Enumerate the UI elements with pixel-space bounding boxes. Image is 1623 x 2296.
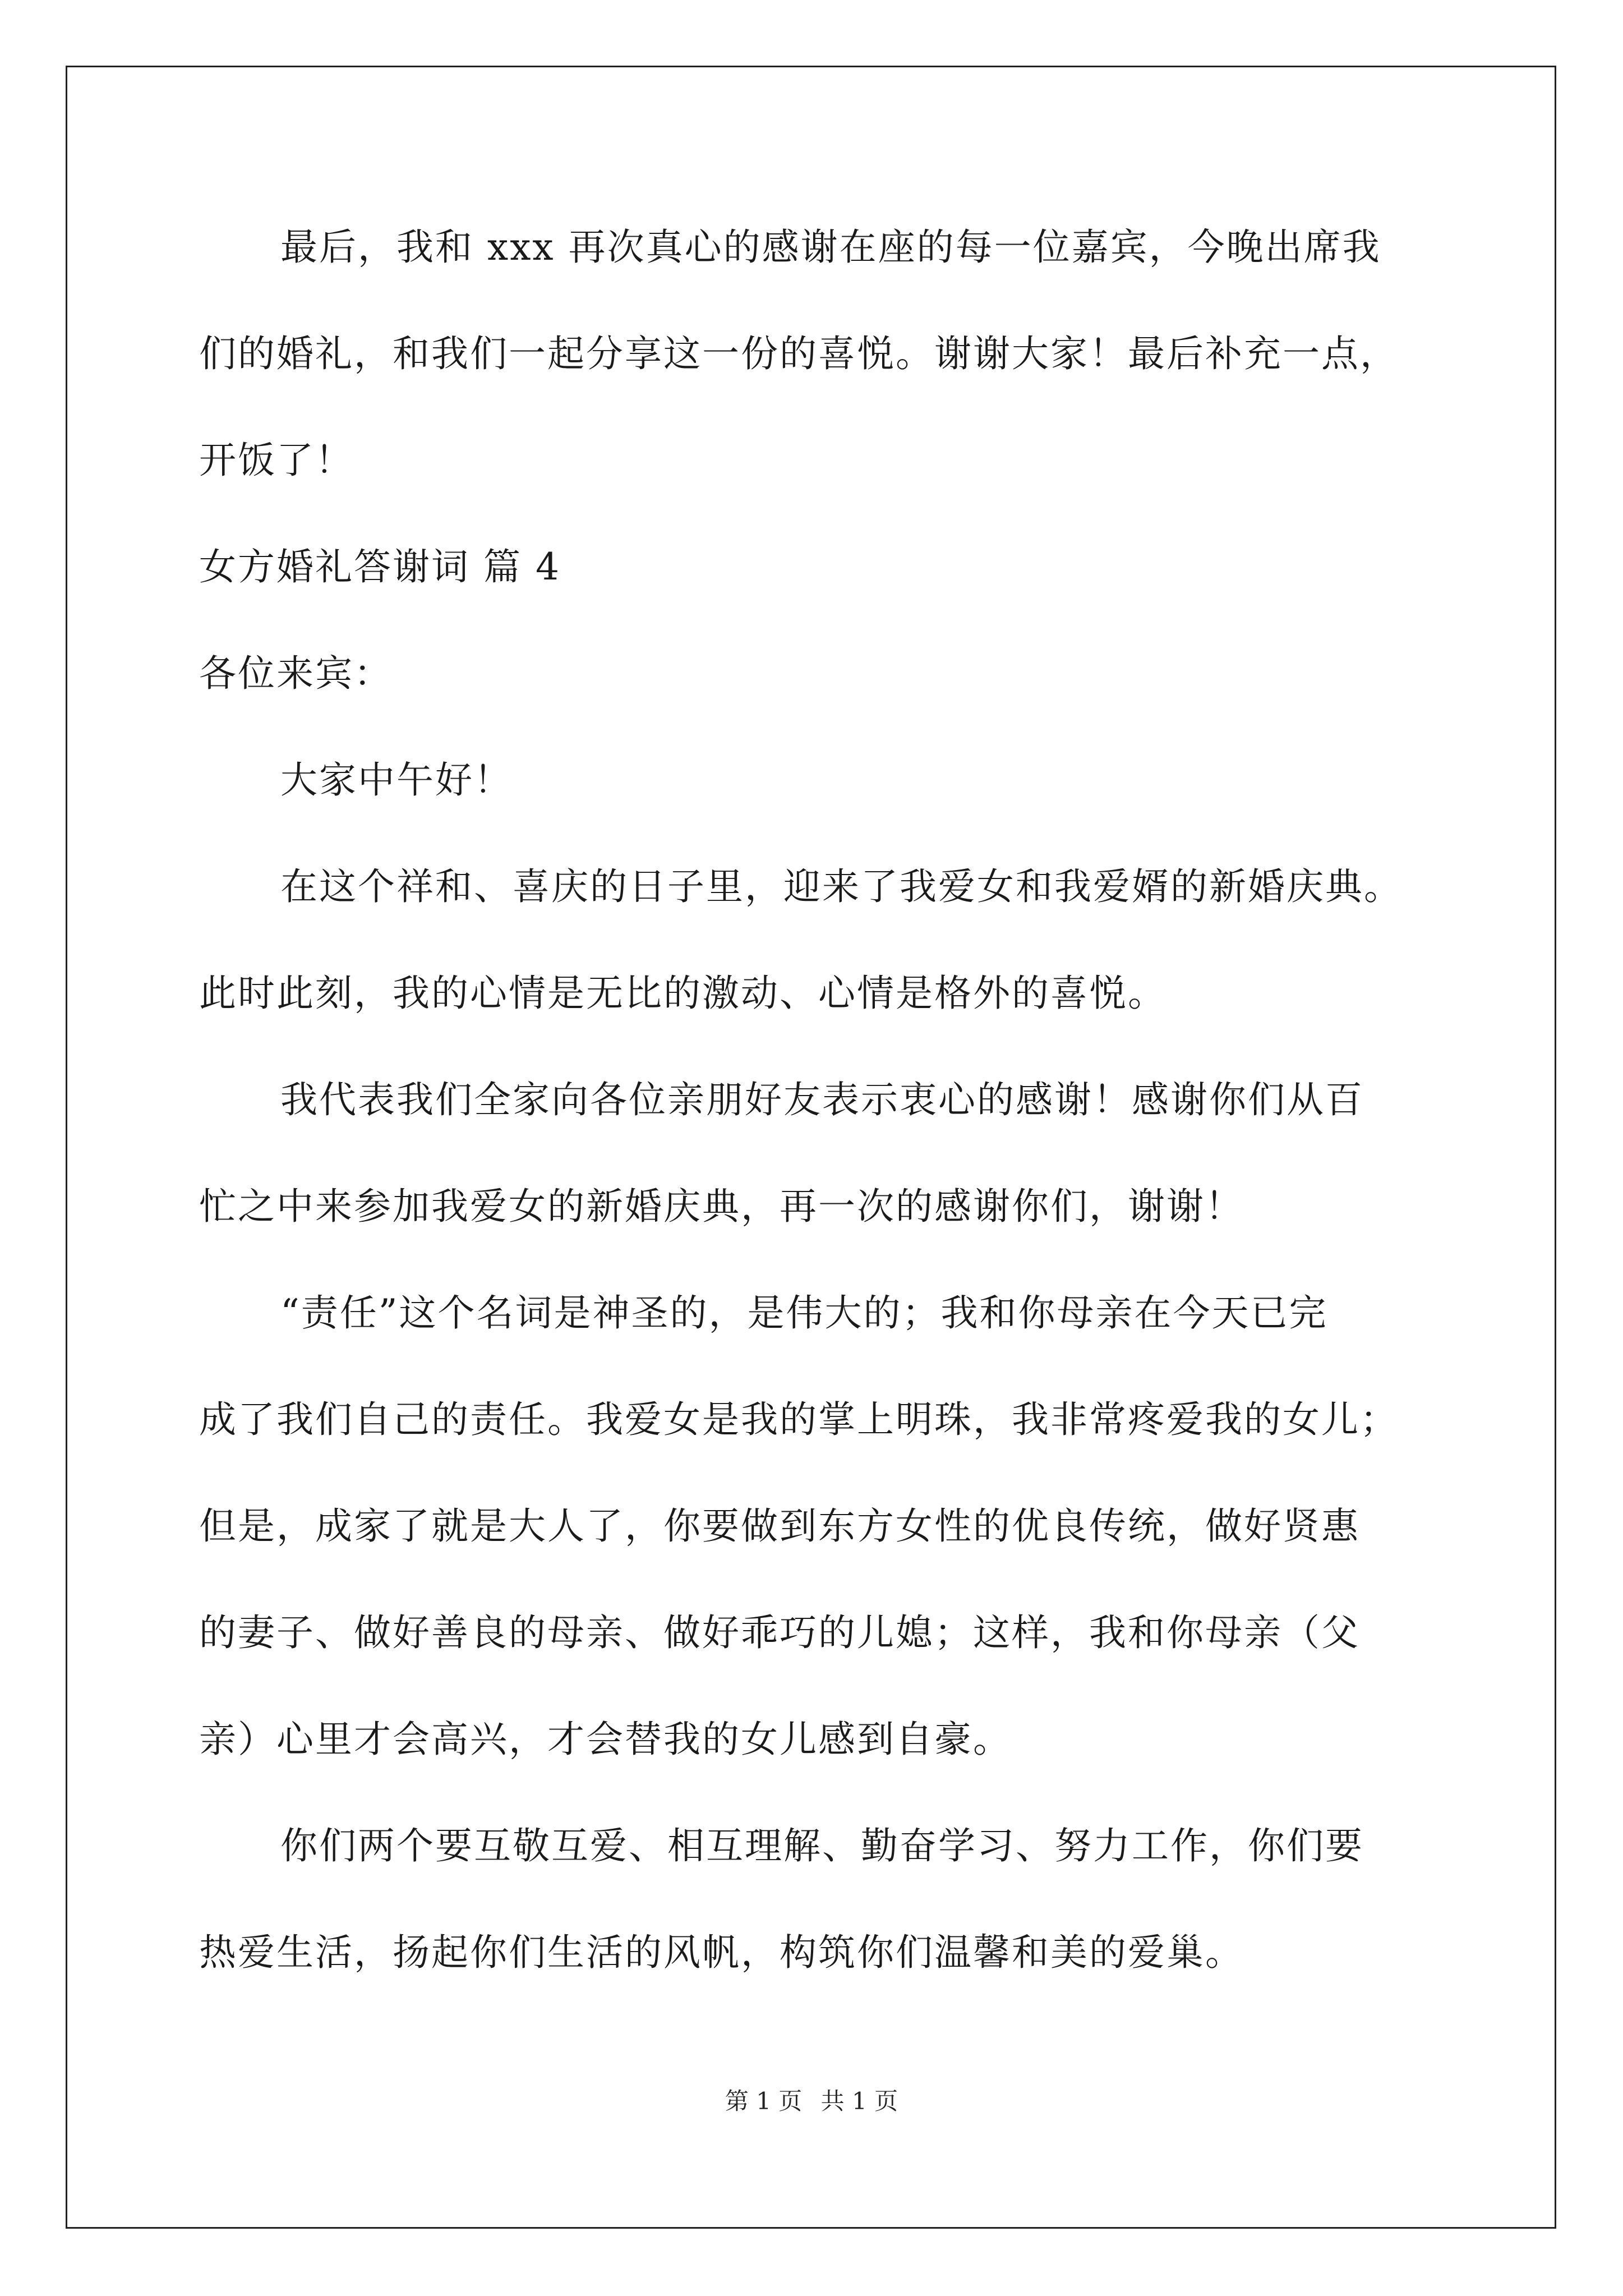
paragraph-line: 此时此刻，我的心情是无比的激动、心情是格外的喜悦。	[199, 972, 1166, 1015]
paragraph-line: 在这个祥和、喜庆的日子里，迎来了我爱女和我爱婿的新婚庆典。	[280, 865, 1403, 908]
paragraph-line: 的妻子、做好善良的母亲、做好乖巧的儿媳；这样，我和你母亲（父	[199, 1611, 1360, 1654]
paragraph-line: 最后，我和 xxx 再次真心的感谢在座的每一位嘉宾，今晚出席我	[280, 226, 1381, 269]
paragraph-line: 你们两个要互敬互爱、相互理解、勤奋学习、努力工作，你们要	[280, 1824, 1364, 1867]
paragraph-line: 热爱生活，扬起你们生活的风帆，构筑你们温馨和美的爱巢。	[199, 1931, 1244, 1974]
greeting: 大家中午好！	[280, 758, 513, 802]
paragraph-line: 开饭了！	[199, 439, 354, 482]
paragraph-line: “责任”这个名词是神圣的，是伟大的；我和你母亲在今天已完	[280, 1291, 1328, 1335]
paragraph-line: 亲）心里才会高兴，才会替我的女儿感到自豪。	[199, 1718, 1012, 1761]
page-number: 第 1 页	[725, 2087, 803, 2115]
page-footer	[0, 2086, 1623, 2117]
paragraph-line: 我代表我们全家向各位亲朋好友表示衷心的感谢！感谢你们从百	[280, 1078, 1364, 1121]
page-border	[66, 66, 1556, 2229]
salutation: 各位来宾：	[199, 652, 393, 695]
section-heading: 女方婚礼答谢词 篇 4	[199, 545, 561, 588]
page-total: 共 1 页	[820, 2087, 898, 2115]
paragraph-line: 忙之中来参加我爱女的新婚庆典，再一次的感谢你们，谢谢！	[199, 1185, 1244, 1228]
paragraph-line: 们的婚礼，和我们一起分享这一份的喜悦。谢谢大家！最后补充一点，	[199, 332, 1399, 375]
paragraph-line: 但是，成家了就是大人了，你要做到东方女性的优良传统，做好贤惠	[199, 1504, 1360, 1548]
paragraph-line: 成了我们自己的责任。我爱女是我的掌上明珠，我非常疼爱我的女儿；	[199, 1398, 1399, 1441]
